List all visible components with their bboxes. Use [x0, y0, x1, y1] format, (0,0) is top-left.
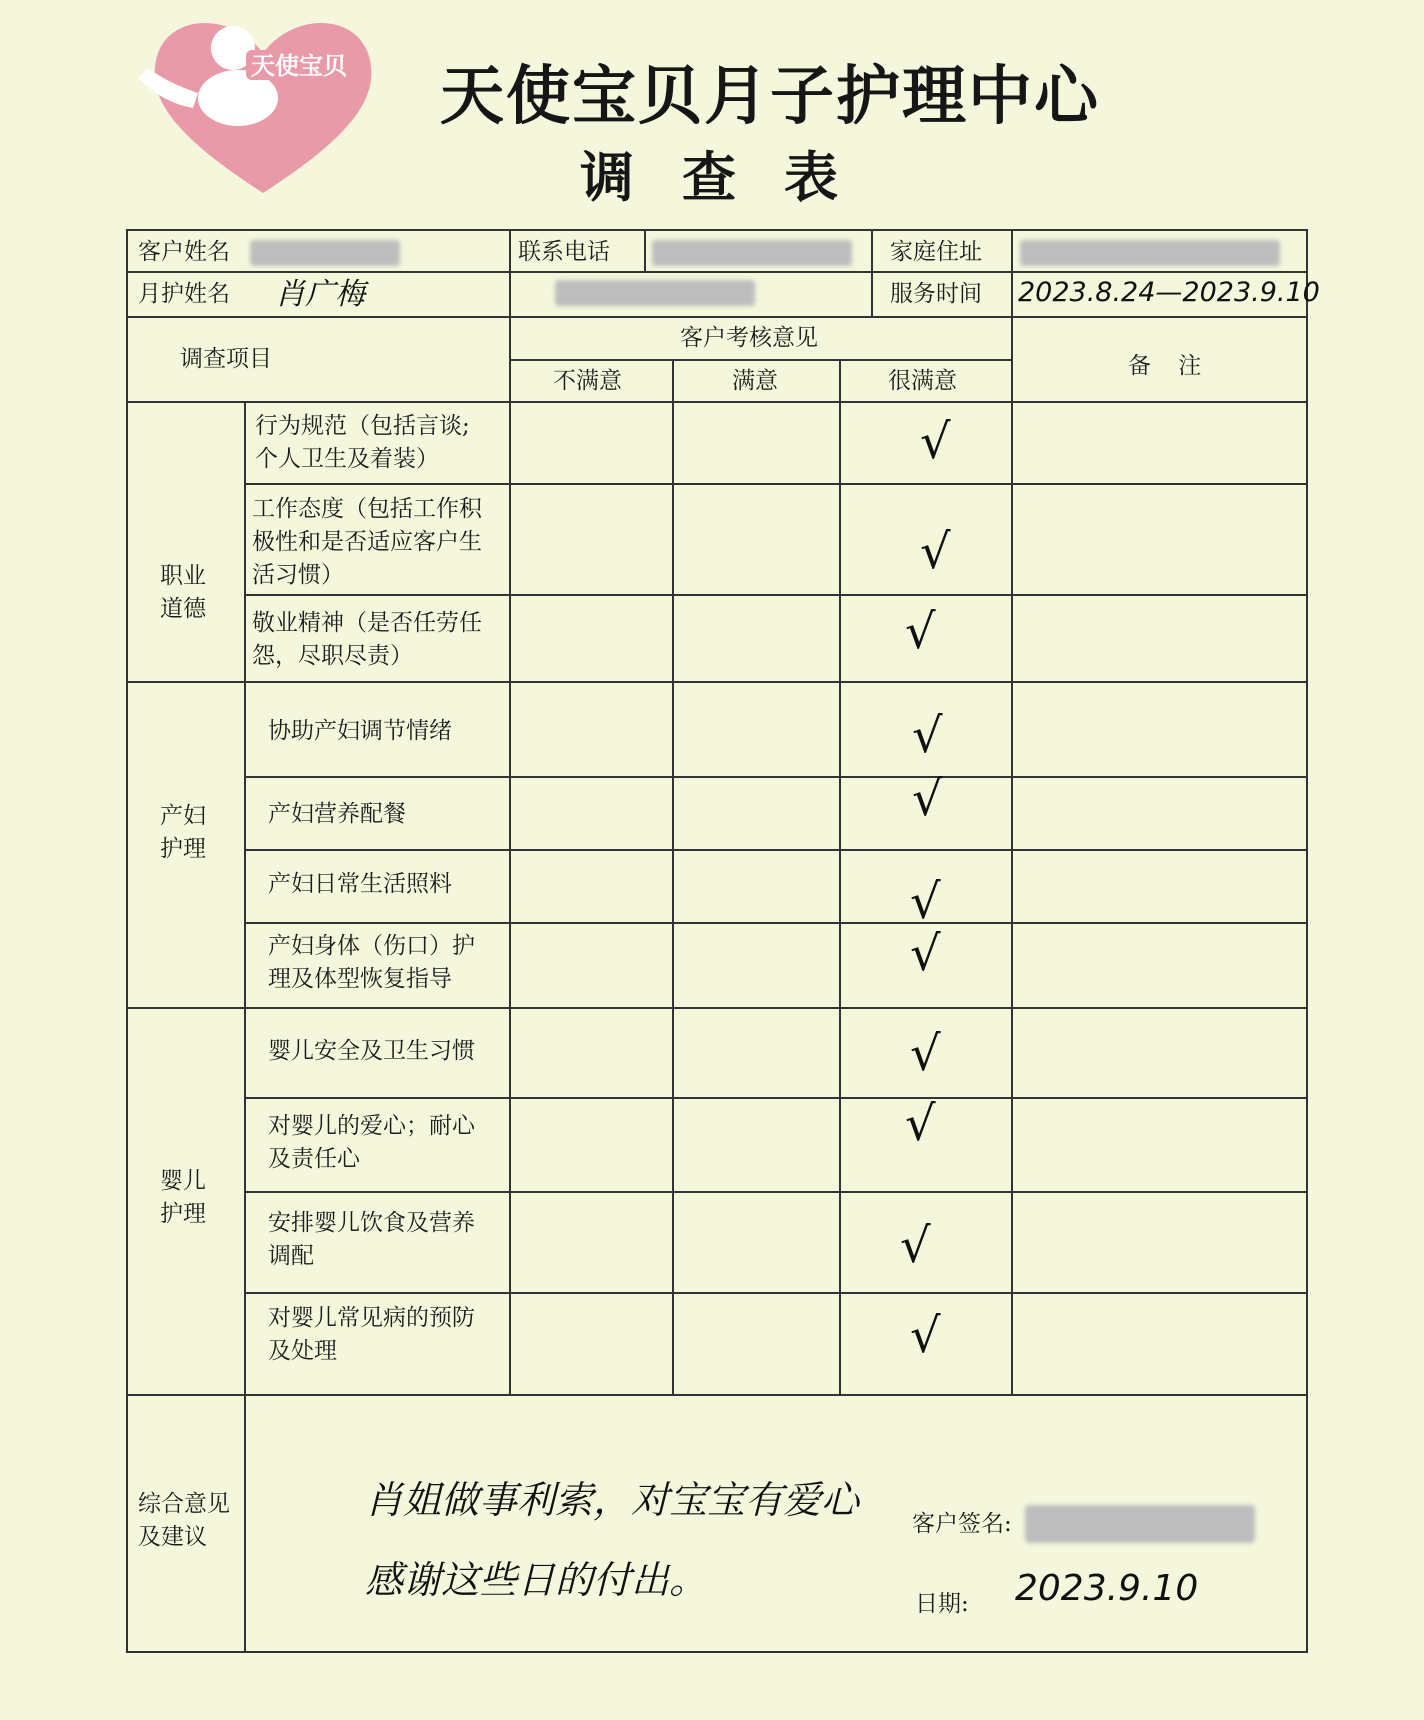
form-subtitle: 调查表 [580, 146, 886, 209]
survey-item: 产妇身体（伤口）护 理及体型恢复指导 [268, 933, 475, 992]
check-mark: √ [905, 1096, 936, 1152]
remarks-label: 备 注 [1128, 353, 1212, 379]
phone-label: 联系电话 [518, 239, 610, 265]
address-label: 家庭住址 [890, 239, 982, 265]
col-very-satisfied: 很满意 [888, 368, 957, 394]
survey-item-label: 调查项目 [180, 346, 272, 372]
check-mark: √ [912, 708, 943, 764]
phone2-redacted [555, 280, 755, 306]
signature-redacted [1025, 1505, 1255, 1543]
opinion-header: 客户考核意见 [680, 325, 818, 351]
survey-item: 对婴儿常见病的预防 及处理 [268, 1305, 475, 1364]
col-satisfied: 满意 [732, 368, 778, 394]
date-label: 日期: [915, 1591, 969, 1617]
group-label: 产妇 护理 [160, 803, 206, 862]
service-time-label: 服务时间 [890, 281, 982, 307]
logo-text: 天使宝贝 [251, 52, 347, 80]
survey-item: 产妇日常生活照料 [268, 871, 452, 897]
survey-item: 安排婴儿饮食及营养 调配 [268, 1210, 475, 1269]
group-label: 婴儿 护理 [160, 1168, 206, 1227]
form-title: 天使宝贝月子护理中心 [440, 60, 1100, 134]
service-time-value: 2023.8.24—2023.9.10 [1018, 277, 1320, 308]
survey-item: 产妇营养配餐 [268, 801, 406, 827]
survey-item: 协助产妇调节情绪 [268, 718, 452, 744]
survey-item: 工作态度（包括工作积 极性和是否适应客户生 活习惯） [252, 496, 482, 588]
date-value: 2023.9.10 [1015, 1568, 1199, 1609]
check-mark: √ [912, 771, 943, 827]
nurse-name-label: 月护姓名 [138, 281, 230, 307]
nurse-name-value: 肖广梅 [275, 277, 365, 312]
group-label: 职业 道德 [160, 563, 206, 622]
survey-item: 婴儿安全及卫生习惯 [268, 1038, 475, 1064]
summary-label: 综合意见 及建议 [138, 1491, 230, 1550]
check-mark: √ [910, 874, 941, 930]
col-dissatisfied: 不满意 [553, 368, 622, 394]
address-redacted [1020, 240, 1280, 266]
check-mark: √ [910, 1308, 941, 1364]
check-mark: √ [910, 1026, 941, 1082]
check-mark: √ [920, 524, 951, 580]
check-mark: √ [900, 1218, 931, 1274]
survey-item: 行为规范（包括言谈; 个人卫生及着装） [255, 413, 470, 472]
customer-name-redacted [250, 240, 400, 266]
survey-item: 对婴儿的爱心；耐心 及责任心 [268, 1113, 475, 1172]
customer-name-label: 客户姓名 [138, 239, 230, 265]
check-mark: √ [910, 926, 941, 982]
survey-item: 敬业精神（是否任劳任 怨，尽职尽责） [252, 610, 482, 669]
summary-comment: 肖姐做事利索，对宝宝有爱心 感谢这些日的付出。 [365, 1478, 860, 1602]
phone-redacted [652, 240, 852, 266]
signature-label: 客户签名: [912, 1511, 1012, 1537]
check-mark: √ [905, 604, 936, 660]
check-mark: √ [920, 414, 951, 470]
